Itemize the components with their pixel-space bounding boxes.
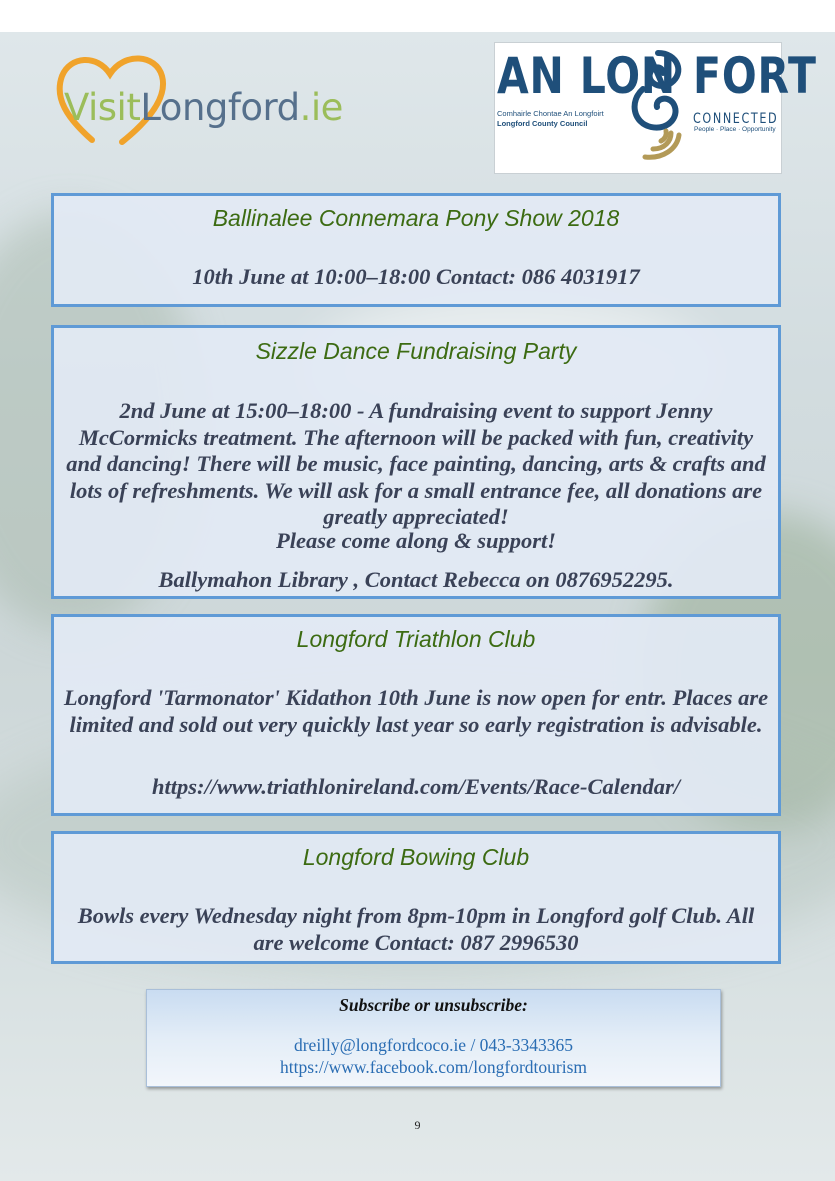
visit-longford-logo[interactable] xyxy=(52,48,402,148)
council-logo-word-left: AN LON xyxy=(497,47,677,105)
event-title: Longford Triathlon Club xyxy=(296,626,536,652)
council-english-name: Longford County Council xyxy=(497,119,588,128)
event-title: Ballinalee Connemara Pony Show 2018 xyxy=(212,205,620,231)
subscribe-email-phone[interactable]: dreilly@longfordcoco.ie / 043-3343365 xyxy=(293,1035,574,1055)
subscribe-facebook-link[interactable]: https://www.facebook.com/longfordtourism xyxy=(279,1057,587,1077)
subscribe-box xyxy=(146,989,721,1087)
event-title: Longford Bowing Club xyxy=(302,844,530,870)
event-card xyxy=(51,831,781,964)
event-description: Bowls every Wednesday night from 8pm-10pm in Longford golf Club. All are welcome Contact: 087 2996530 xyxy=(77,903,755,955)
event-description: Longford 'Tarmonator' Kidathon 10th June is now open for entr. Places are limited and sold out very quickly last year so early registration is advisable. xyxy=(63,685,769,737)
page-number: 9 xyxy=(414,1118,421,1132)
event-contact: Ballymahon Library , Contact Rebecca on 0876952295. xyxy=(158,567,674,592)
event-title: Sizzle Dance Fundraising Party xyxy=(255,338,577,364)
council-connected-label: CONNECTED xyxy=(693,111,779,127)
council-logo-word-right: FORT xyxy=(693,47,817,105)
event-details: 10th June at 10:00–18:00 Contact: 086 4031917 xyxy=(192,264,640,289)
event-card xyxy=(51,193,781,307)
council-tagline: People · Place · Opportunity xyxy=(694,126,776,133)
event-description: 2nd June at 15:00–18:00 - A fundraising event to support Jenny McCormicks treatment. The afternoon will be packed with fun, creativity and dancing! There will be music, face painting, dancing, arts & crafts and lots of refreshments. We will ask for a small entrance fee, all donations are greatly appreciated! xyxy=(66,398,766,529)
event-link[interactable]: https://www.triathlonireland.com/Events/Race-Calendar/ xyxy=(152,774,680,799)
event-card xyxy=(51,325,781,599)
event-card xyxy=(51,614,781,816)
event-call-to-action: Please come along & support! xyxy=(276,528,556,553)
council-irish-name: Comhairle Chontae An Longfoirt xyxy=(497,109,604,118)
spiral-icon xyxy=(623,45,693,171)
longford-county-council-logo[interactable] xyxy=(494,42,817,174)
subscribe-title: Subscribe or unsubscribe: xyxy=(339,995,528,1015)
visit-longford-wordmark: VisitLongford.ie xyxy=(64,86,343,129)
